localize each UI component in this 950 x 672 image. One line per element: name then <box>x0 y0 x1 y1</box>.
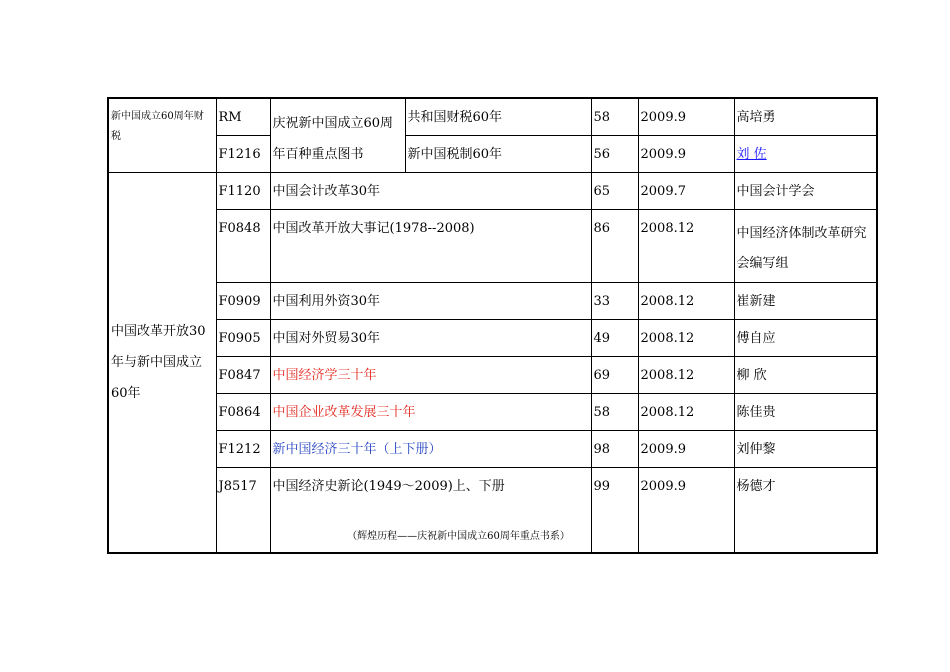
price-cell: 58 <box>591 393 638 430</box>
table-row <box>108 209 877 282</box>
table-row <box>108 282 877 319</box>
price-cell: 58 <box>591 98 638 135</box>
author-link[interactable]: 刘 佐 <box>736 146 767 162</box>
table-row <box>108 430 877 467</box>
title-cell: 新中国税制60年 <box>405 135 591 172</box>
price-cell: 33 <box>591 282 638 319</box>
date-cell: 2008.12 <box>638 209 734 282</box>
date-cell: 2008.12 <box>638 319 734 356</box>
section-cell: 中国改革开放30年与新中国成立60年 <box>108 172 216 553</box>
date-cell: 2008.12 <box>638 356 734 393</box>
title-cell: 中国企业改革发展三十年 <box>270 393 591 430</box>
series-note: （辉煌历程——庆祝新中国成立60周年重点书系） <box>347 530 570 542</box>
title-cell: 新中国经济三十年（上下册） <box>270 430 591 467</box>
code-cell: F1120 <box>216 172 270 209</box>
section-cell <box>108 98 216 172</box>
title-cell: 中国会计改革30年 <box>270 172 591 209</box>
table-row <box>108 135 877 172</box>
date-cell: 2009.7 <box>638 172 734 209</box>
table-row <box>108 98 877 135</box>
title-cell: 共和国财税60年 <box>405 98 591 135</box>
price-cell: 69 <box>591 356 638 393</box>
code-cell: F0905 <box>216 319 270 356</box>
price-cell: 49 <box>591 319 638 356</box>
author-cell: 中国会计学会 <box>734 172 877 209</box>
code-cell: F0864 <box>216 393 270 430</box>
price-cell: 99 <box>591 467 638 553</box>
table-row <box>108 393 877 430</box>
author-cell: 高培勇 <box>734 98 877 135</box>
section-label-part: 新中国成立60周年财税 <box>111 111 204 142</box>
code-cell: RM <box>216 98 270 135</box>
code-cell: J8517 <box>216 467 270 553</box>
author-cell: 傅自应 <box>734 319 877 356</box>
code-cell: F0848 <box>216 209 270 282</box>
author-cell: 崔新建 <box>734 282 877 319</box>
date-cell: 2009.9 <box>638 135 734 172</box>
author-cell: 柳 欣 <box>734 356 877 393</box>
book-catalog-table <box>107 97 878 554</box>
code-cell: F1216 <box>216 135 270 172</box>
date-cell: 2009.9 <box>638 467 734 553</box>
date-cell: 2009.9 <box>638 430 734 467</box>
author-cell: 刘仲黎 <box>734 430 877 467</box>
table-row <box>108 467 877 553</box>
price-cell: 86 <box>591 209 638 282</box>
title-cell: 中国改革开放大事记(1978--2008) <box>270 209 591 282</box>
price-cell: 65 <box>591 172 638 209</box>
author-cell: 杨德才 <box>734 467 877 553</box>
price-cell: 56 <box>591 135 638 172</box>
code-cell: F1212 <box>216 430 270 467</box>
author-cell: 陈佳贵 <box>734 393 877 430</box>
book-title: 中国经济史新论(1949～2009)上、下册 <box>272 478 505 494</box>
series-cell: 庆祝新中国成立60周年百种重点图书 <box>270 98 405 172</box>
author-cell: 中国经济体制改革研究会编写组 <box>734 209 877 282</box>
table-row <box>108 356 877 393</box>
title-cell <box>270 467 591 553</box>
date-cell: 2008.12 <box>638 393 734 430</box>
code-cell: F0909 <box>216 282 270 319</box>
author-cell <box>734 135 877 172</box>
title-cell: 中国经济学三十年 <box>270 356 591 393</box>
date-cell: 2008.12 <box>638 282 734 319</box>
code-cell: F0847 <box>216 356 270 393</box>
title-cell: 中国对外贸易30年 <box>270 319 591 356</box>
date-cell: 2009.9 <box>638 98 734 135</box>
price-cell: 98 <box>591 430 638 467</box>
table-row <box>108 319 877 356</box>
table-row <box>108 172 877 209</box>
title-cell: 中国利用外资30年 <box>270 282 591 319</box>
